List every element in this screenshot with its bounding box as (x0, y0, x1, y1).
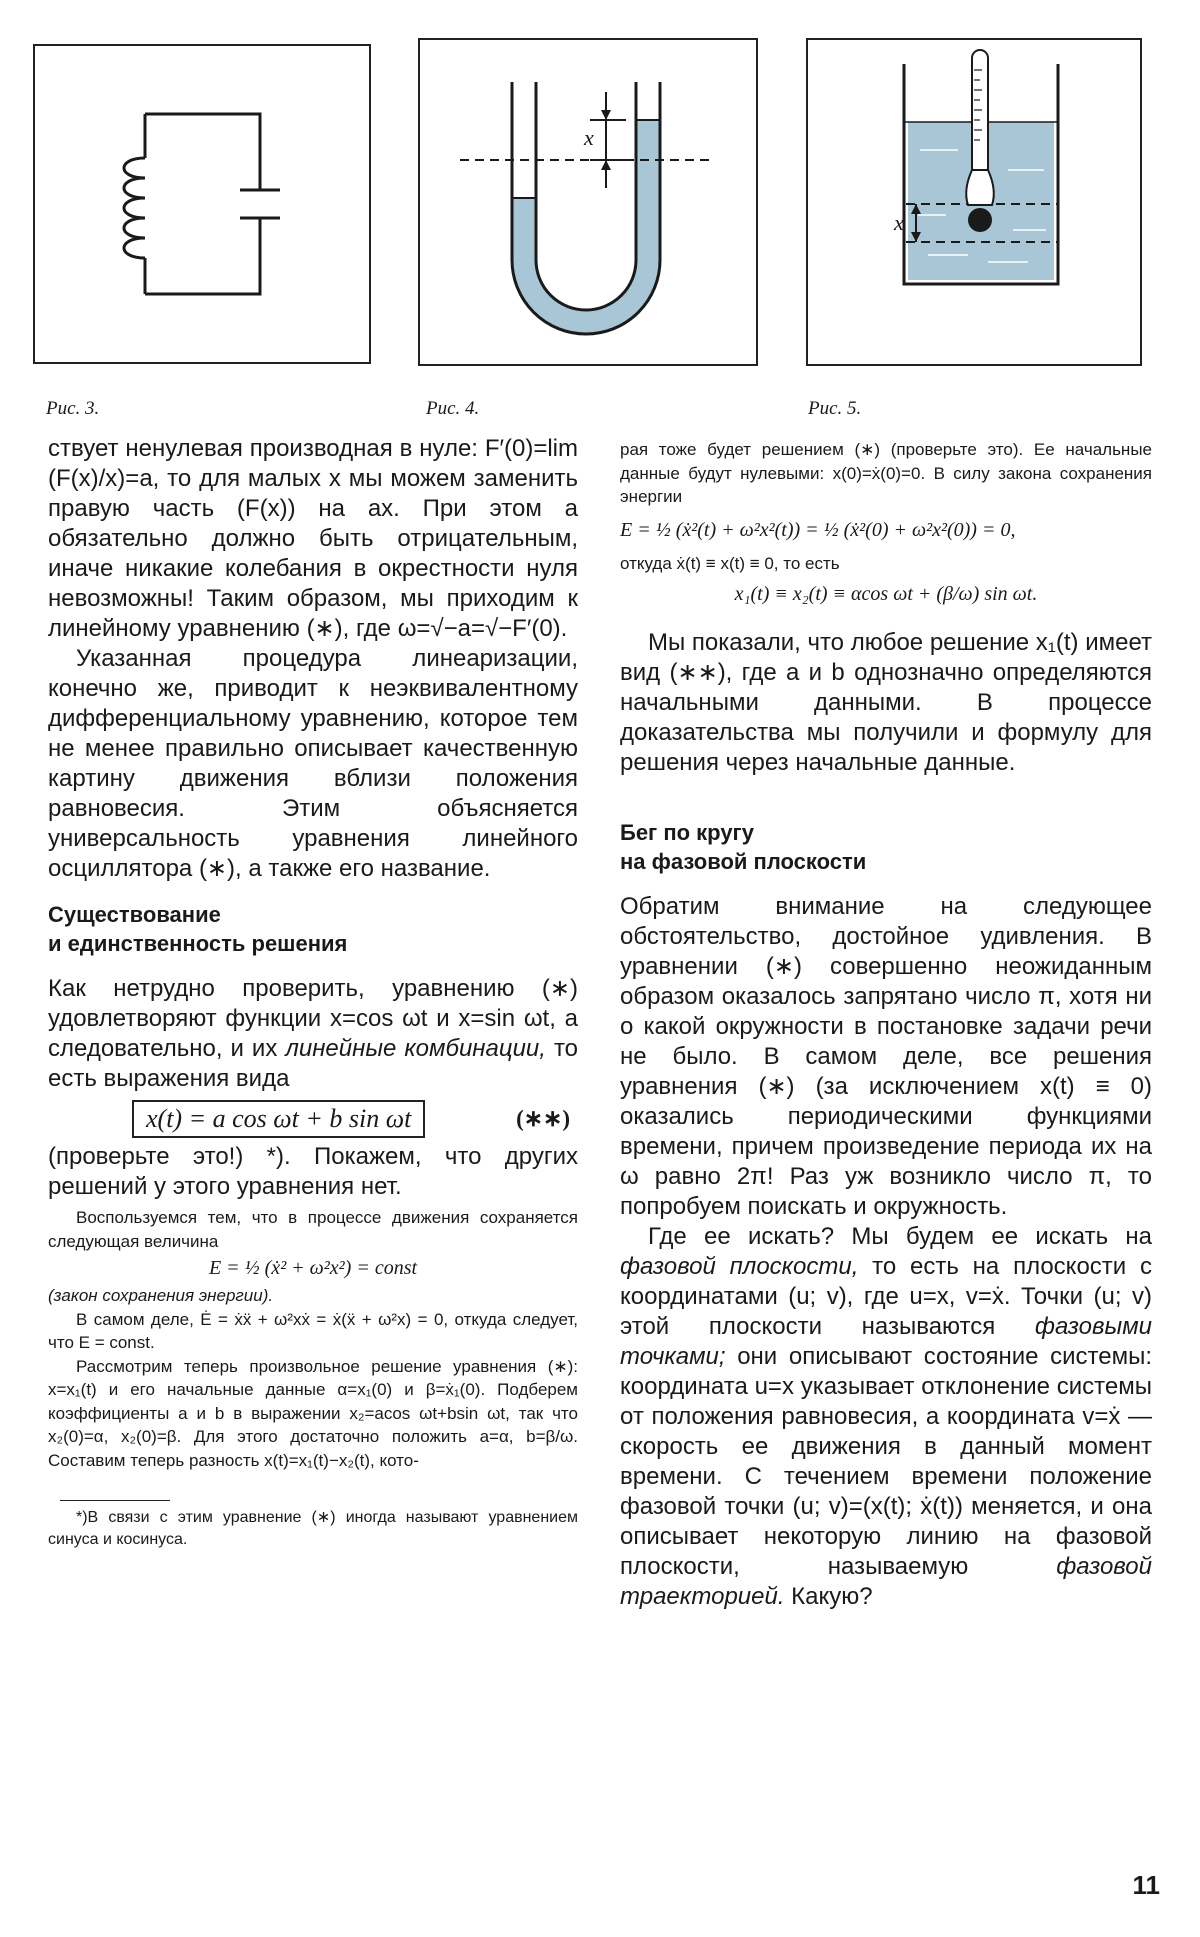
energy-formula: E = ½ (ẋ² + ω²x²) = const (208, 1257, 418, 1279)
left-paragraph-3a: Как нетрудно проверить, уравнению (∗) удовлетворяют функции x=cos ωt и x=sin ωt, а следовательно, и их (48, 975, 578, 1062)
figure-3-caption: Рис. 3. (46, 398, 100, 419)
right-paragraph-3a: Где ее искать? Мы будем ее искать на (648, 1223, 1152, 1250)
section-heading-phase-line2: на фазовой плоскости (620, 849, 867, 874)
right-small-1: рая тоже будет решением (∗) (проверьте это). Ее начальные данные будут нулевыми: x(0)=ẋ(0)=0. В силу закона сохранения энергии (620, 440, 1152, 506)
left-column (48, 434, 578, 1551)
figure-lc-circuit (33, 44, 371, 364)
section-heading-phase-plane (620, 818, 1152, 876)
right-paragraph-3-italic-2: фазовыми точками; (620, 1313, 1152, 1370)
right-paragraph-2: Обратим внимание на следующее обстоятельство, достойное удивления. В уравнении (∗) совершенно неожиданным образом оказалось запрятано число π, хотя ни о какой окружности в постановке задачи речи не было. В самом деле, все решения уравнения (∗) (за исключением x(t) ≡ 0) оказались периодическими функциями времени, причем произведение периода их на ω равно 2π! Раз уж возникло число π, то попробуем поискать и окружность. (620, 893, 1152, 1220)
footnote-rule (60, 1500, 170, 1501)
u-tube-drawing (420, 40, 756, 364)
section-heading-existence-line2: и единственность решения (48, 931, 348, 956)
section-heading-existence-line1: Существование (48, 902, 221, 927)
right-paragraph-3 (620, 1222, 1152, 1612)
left-paragraph-3 (48, 974, 578, 1094)
left-paragraph-3b: то есть выражения вида (48, 1035, 579, 1092)
left-paragraph-4: (проверьте это!) *). Покажем, что других решений у этого уравнения нет. (48, 1143, 578, 1200)
hydrometer-drawing (808, 40, 1140, 364)
right-paragraph-3c: они описывают состояние системы: координата u=x указывает отклонение системы от положения равновесия, а координата v=ẋ — скорость ее движения в данный момент времени. С течением времени положение фазовой точки (u; v)=(x(t); ẋ(t)) меняется, и она описывает некоторую линию на фазовой плоскости, называемую (620, 1343, 1152, 1580)
formula-tag: (∗∗) (516, 1106, 570, 1131)
lc-circuit-drawing (35, 46, 369, 362)
page-number: 11 (1132, 1870, 1160, 1900)
right-paragraph-3-italic-1: фазовой плоскости, (620, 1253, 859, 1280)
figure-hydrometer (806, 38, 1142, 366)
boxed-formula-row (132, 1100, 578, 1138)
figure-5-caption: Рис. 5. (808, 398, 862, 419)
right-paragraph-3d: Какую? (791, 1583, 873, 1610)
hydrometer-x-label: x (894, 210, 904, 235)
right-column (620, 438, 1152, 1612)
right-paragraph-3-italic-3: фазовой траекторией. (620, 1553, 1153, 1610)
figure-4-caption: Рис. 4. (426, 398, 480, 419)
footnote: *)В связи с этим уравнение (∗) иногда называют уравнением синуса и косинуса. (48, 1509, 578, 1548)
general-solution-formula: x(t) = a cos ωt + b sin ωt (132, 1100, 425, 1138)
energy-law-label: (закон сохранения энергии). (48, 1286, 274, 1305)
uniqueness-formula: x₁(t) ≡ x₂(t) ≡ αcos ωt + (β/ω) sin ωt. (734, 583, 1038, 605)
right-small-2: откуда ẋ(t) ≡ x(t) ≡ 0, то есть (620, 553, 840, 573)
figure-u-tube (418, 38, 758, 366)
section-heading-existence (48, 900, 578, 958)
left-paragraph-3-italic: линейные комбинации, (285, 1035, 546, 1062)
left-paragraph-2: Указанная процедура линеаризации, конечно же, приводит к неэквивалентному дифференциальному уравнению, которое тем не менее правильно описывает качественную картину движения вблизи положения равновесия. Этим объясняется универсальность уравнения линейного осциллятора (∗), а также его название. (48, 645, 578, 882)
left-small-1: Воспользуемся тем, что в процессе движения сохраняется следующая величина (48, 1208, 578, 1251)
u-tube-x-label: x (584, 125, 594, 150)
energy-zero-formula: E = ½ (ẋ²(t) + ω²x²(t)) = ½ (ẋ²(0) + ω²x²(0)) = 0, (620, 518, 1016, 541)
left-paragraph-1: ствует ненулевая производная в нуле: F′(0)=lim (F(x)/x)=a, то для малых x мы можем заменить правую часть (F(x)) на ax. При этом a обязательно должно быть отрицательным, иначе никакие колебания в окрестности нуля невозможны! Таким образом, мы приходим к линейному уравнению (∗), где ω=√−a=√−F′(0). (48, 435, 578, 642)
left-small-2: В самом деле, Ė = ẋẍ + ω²xẋ = ẋ(ẍ + ω²x) = 0, откуда следует, что E = const. (48, 1309, 578, 1352)
left-small-3: Рассмотрим теперь произвольное решение уравнения (∗): x=x₁(t) и его начальные данные α=x₁(0) и β=ẋ₁(0). Подберем коэффициенты a и b в выражении x₂=acos ωt+bsin ωt, так что x₂(0)=α, x₂(0)=β. Для этого достаточно положить a=α, b=β/ω. Составим теперь разность x(t)=x₁(t)−x₂(t), кото- (48, 1356, 578, 1470)
right-paragraph-1: Мы показали, что любое решение x₁(t) имеет вид (∗∗), где a и b однозначно определяются начальными данными. В процессе доказательства мы получили и формулу для решения через начальные данные. (620, 629, 1152, 776)
section-heading-phase-line1: Бег по кругу (620, 820, 754, 845)
right-paragraph-3b: то есть на плоскости с координатами (u; v), где u=x, v=ẋ. Точки (u; v) этой плоскости называются (620, 1253, 1152, 1340)
